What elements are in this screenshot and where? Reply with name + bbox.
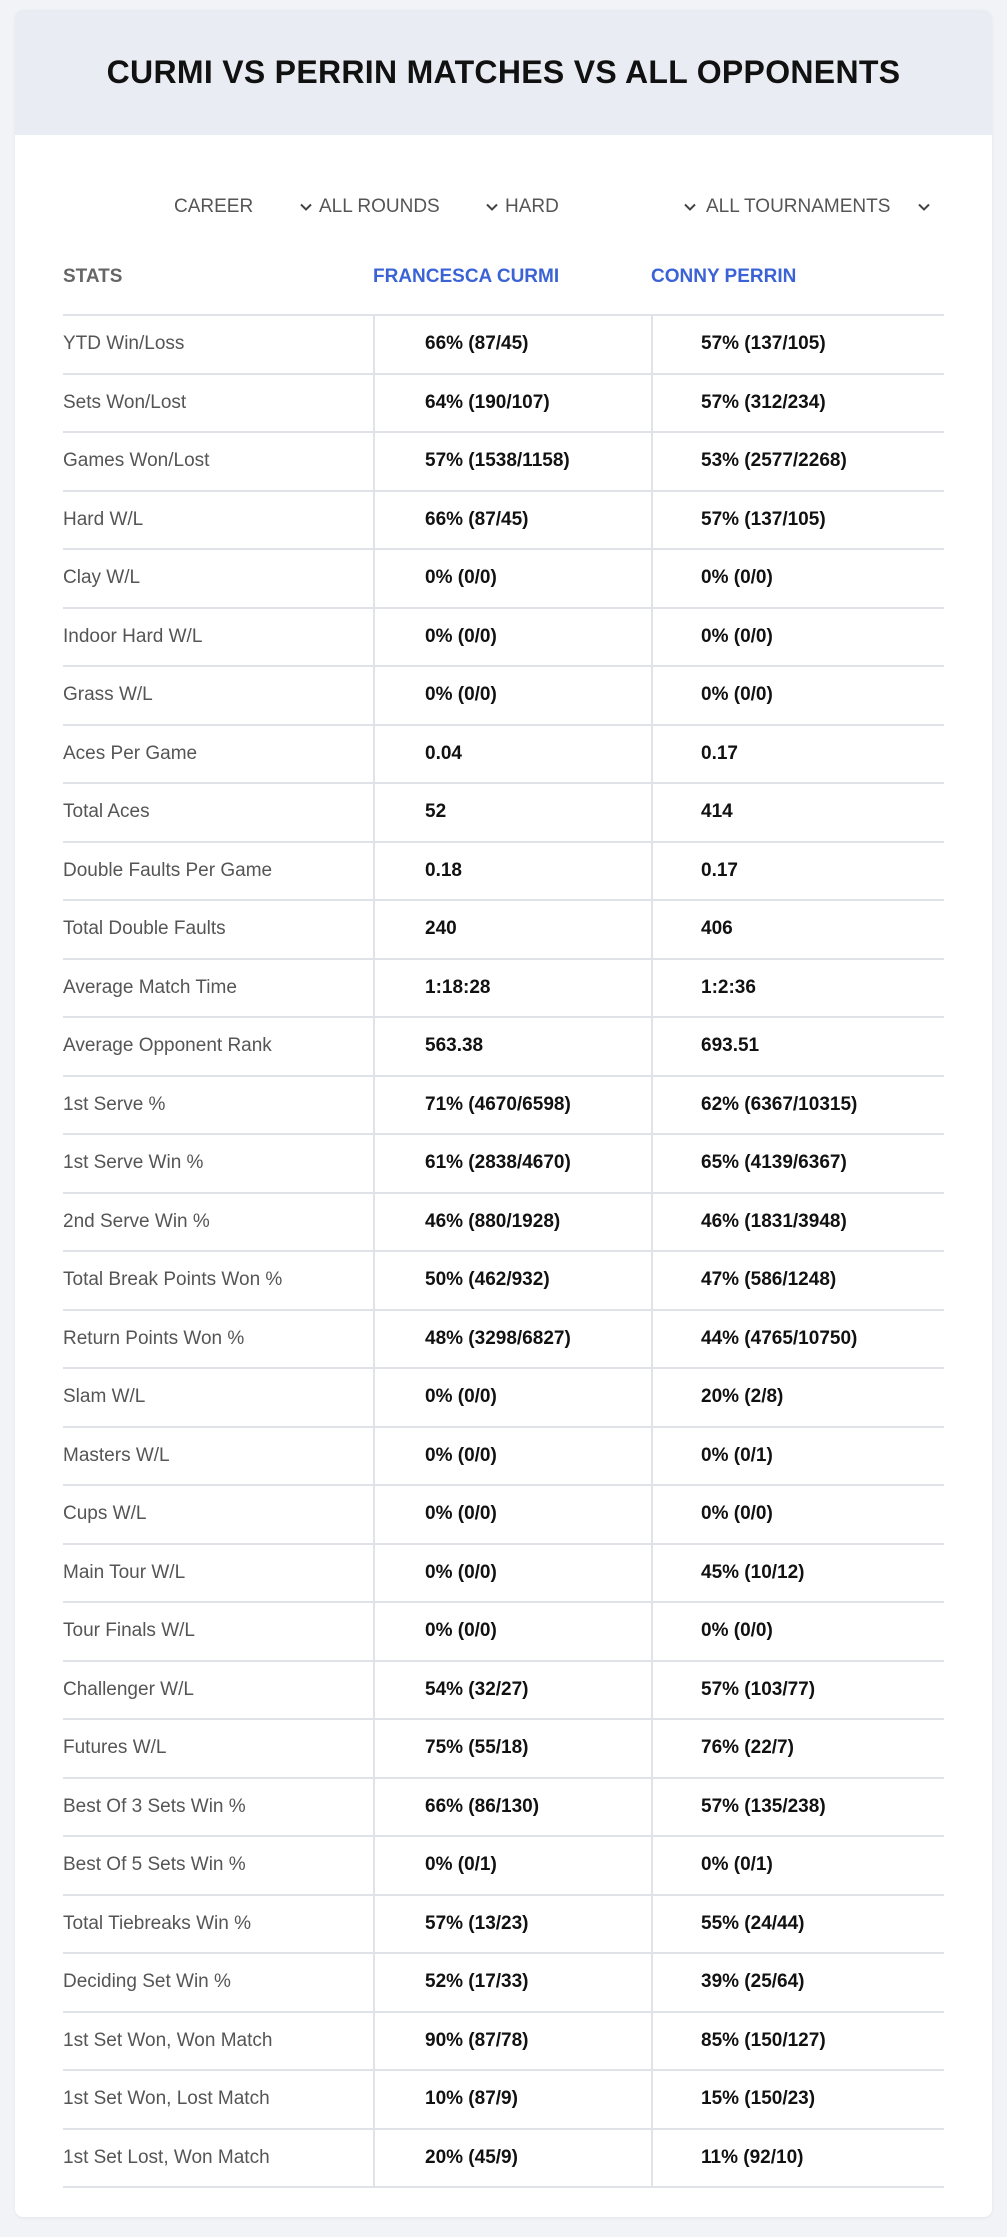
player2-value: 57% (135/238) — [651, 1779, 944, 1836]
stat-label: 1st Set Won, Lost Match — [63, 2088, 270, 2110]
player2-value: 57% (137/105) — [651, 316, 944, 373]
table-row — [63, 1720, 944, 1779]
table-row — [63, 784, 944, 843]
stat-label: Average Opponent Rank — [63, 1035, 272, 1057]
chevron-down-icon — [683, 200, 697, 214]
stat-label: Futures W/L — [63, 1737, 167, 1759]
player1-value: 10% (87/9) — [373, 2071, 651, 2128]
stat-label: 1st Set Won, Won Match — [63, 2029, 273, 2051]
player2-value: 0% (0/0) — [651, 550, 944, 607]
stat-label: Return Points Won % — [63, 1327, 245, 1349]
period-select-value: CAREER — [174, 196, 254, 217]
player2-value: 53% (2577/2268) — [651, 433, 944, 490]
player2-value: 44% (4765/10750) — [651, 1311, 944, 1368]
player1-value: 66% (87/45) — [373, 316, 651, 373]
table-row — [63, 1018, 944, 1077]
rounds-select[interactable] — [315, 186, 503, 228]
player1-value: 61% (2838/4670) — [373, 1135, 651, 1192]
player2-value: 57% (312/234) — [651, 375, 944, 432]
player2-value: 57% (103/77) — [651, 1662, 944, 1719]
table-row — [63, 1194, 944, 1253]
stat-label: Games Won/Lost — [63, 450, 210, 472]
stat-label: Best Of 5 Sets Win % — [63, 1854, 246, 1876]
stat-label: Indoor Hard W/L — [63, 625, 203, 647]
chevron-down-icon — [299, 200, 313, 214]
player1-value: 52% (17/33) — [373, 1954, 651, 2011]
player2-value: 76% (22/7) — [651, 1720, 944, 1777]
table-row — [63, 550, 944, 609]
player1-value: 66% (87/45) — [373, 492, 651, 549]
stat-label: Total Double Faults — [63, 918, 226, 940]
table-row — [63, 726, 944, 785]
player1-value: 48% (3298/6827) — [373, 1311, 651, 1368]
stat-label: 1st Set Lost, Won Match — [63, 2146, 270, 2168]
stat-label: Best Of 3 Sets Win % — [63, 1795, 246, 1817]
player2-value: 39% (25/64) — [651, 1954, 944, 2011]
player1-column-header[interactable]: FRANCESCA CURMI — [373, 266, 560, 287]
player1-value: 66% (86/130) — [373, 1779, 651, 1836]
player2-value: 45% (10/12) — [651, 1545, 944, 1602]
player1-value: 0% (0/0) — [373, 1486, 651, 1543]
table-row — [63, 316, 944, 375]
surface-select-value: HARD — [505, 196, 559, 217]
tournaments-select-value: ALL TOURNAMENTS — [706, 196, 891, 217]
stat-label: Hard W/L — [63, 508, 144, 530]
player2-value: 0% (0/0) — [651, 667, 944, 724]
table-row — [63, 1486, 944, 1545]
player2-value: 1:2:36 — [651, 960, 944, 1017]
player2-value: 0% (0/0) — [651, 609, 944, 666]
player2-value: 0% (0/1) — [651, 1428, 944, 1485]
player1-value: 50% (462/932) — [373, 1252, 651, 1309]
stat-label: Total Aces — [63, 801, 150, 823]
stat-label: Double Faults Per Game — [63, 859, 273, 881]
table-row — [63, 1896, 944, 1955]
player2-value: 65% (4139/6367) — [651, 1135, 944, 1192]
player2-value: 414 — [651, 784, 944, 841]
table-header — [63, 238, 944, 316]
player2-value: 0.17 — [651, 726, 944, 783]
table-row — [63, 1311, 944, 1370]
player1-value: 0% (0/0) — [373, 1369, 651, 1426]
player2-value: 406 — [651, 901, 944, 958]
stats-card — [15, 10, 992, 2217]
rounds-select-value: ALL ROUNDS — [319, 196, 440, 217]
stat-label: YTD Win/Loss — [63, 333, 185, 355]
stat-label: Masters W/L — [63, 1444, 170, 1466]
table-row — [63, 1077, 944, 1136]
player1-value: 0% (0/1) — [373, 1837, 651, 1894]
stats-table — [63, 238, 944, 2188]
table-row — [63, 1954, 944, 2013]
player1-value: 64% (190/107) — [373, 375, 651, 432]
player2-value: 0.17 — [651, 843, 944, 900]
player2-value: 62% (6367/10315) — [651, 1077, 944, 1134]
player1-value: 0% (0/0) — [373, 1545, 651, 1602]
surface-select[interactable] — [501, 186, 701, 228]
table-row — [63, 1779, 944, 1838]
player2-value: 0% (0/1) — [651, 1837, 944, 1894]
player1-value: 563.38 — [373, 1018, 651, 1075]
page-title: CURMI VS PERRIN MATCHES VS ALL OPPONENTS — [106, 54, 901, 90]
player1-value: 1:18:28 — [373, 960, 651, 1017]
player2-value: 20% (2/8) — [651, 1369, 944, 1426]
player2-value: 0% (0/0) — [651, 1603, 944, 1660]
player2-value: 46% (1831/3948) — [651, 1194, 944, 1251]
table-row — [63, 1837, 944, 1896]
table-row — [63, 492, 944, 551]
player2-value: 85% (150/127) — [651, 2013, 944, 2070]
tournaments-select[interactable] — [702, 186, 935, 228]
stat-label: Challenger W/L — [63, 1678, 194, 1700]
stat-label: Cups W/L — [63, 1503, 147, 1525]
stat-label: Total Break Points Won % — [63, 1269, 283, 1291]
table-row — [63, 2071, 944, 2130]
stat-label: 1st Serve Win % — [63, 1152, 204, 1174]
player2-value: 47% (586/1248) — [651, 1252, 944, 1309]
chevron-down-icon — [917, 200, 931, 214]
player2-value: 55% (24/44) — [651, 1896, 944, 1953]
filter-bar — [15, 186, 992, 228]
player1-value: 46% (880/1928) — [373, 1194, 651, 1251]
stat-label: Average Match Time — [63, 976, 237, 998]
player2-value: 693.51 — [651, 1018, 944, 1075]
table-row — [63, 1662, 944, 1721]
chevron-down-icon — [485, 200, 499, 214]
stat-label: Aces Per Game — [63, 742, 198, 764]
player1-value: 75% (55/18) — [373, 1720, 651, 1777]
player1-value: 0% (0/0) — [373, 1428, 651, 1485]
player1-value: 0% (0/0) — [373, 550, 651, 607]
player1-value: 240 — [373, 901, 651, 958]
player1-value: 0% (0/0) — [373, 609, 651, 666]
player1-value: 90% (87/78) — [373, 2013, 651, 2070]
table-row — [63, 609, 944, 668]
player1-value: 0% (0/0) — [373, 1603, 651, 1660]
table-row — [63, 960, 944, 1019]
stats-column-header: STATS — [63, 266, 123, 287]
stat-label: Total Tiebreaks Win % — [63, 1912, 251, 1934]
stat-label: Deciding Set Win % — [63, 1971, 231, 1993]
stat-label: 1st Serve % — [63, 1093, 166, 1115]
player1-value: 0.04 — [373, 726, 651, 783]
player2-column-header[interactable]: CONNY PERRIN — [651, 266, 797, 287]
table-row — [63, 433, 944, 492]
table-row — [63, 1252, 944, 1311]
stat-label: Sets Won/Lost — [63, 391, 187, 413]
table-row — [63, 1428, 944, 1487]
table-row — [63, 1545, 944, 1604]
player1-value: 0.18 — [373, 843, 651, 900]
player2-value: 11% (92/10) — [651, 2130, 944, 2187]
player1-value: 20% (45/9) — [373, 2130, 651, 2187]
player1-value: 52 — [373, 784, 651, 841]
table-row — [63, 1369, 944, 1428]
player1-value: 71% (4670/6598) — [373, 1077, 651, 1134]
table-row — [63, 843, 944, 902]
stat-label: Clay W/L — [63, 567, 141, 589]
player1-value: 57% (1538/1158) — [373, 433, 651, 490]
stat-label: Main Tour W/L — [63, 1561, 186, 1583]
table-row — [63, 901, 944, 960]
table-body — [63, 316, 944, 2188]
table-row — [63, 667, 944, 726]
table-row — [63, 375, 944, 434]
player2-value: 0% (0/0) — [651, 1486, 944, 1543]
stat-label: Grass W/L — [63, 684, 153, 706]
table-row — [63, 2013, 944, 2072]
player2-value: 15% (150/23) — [651, 2071, 944, 2128]
period-select[interactable] — [170, 186, 317, 228]
table-row — [63, 2130, 944, 2189]
player1-value: 0% (0/0) — [373, 667, 651, 724]
page-header — [15, 10, 992, 135]
player2-value: 57% (137/105) — [651, 492, 944, 549]
stat-label: Tour Finals W/L — [63, 1620, 195, 1642]
player1-value: 54% (32/27) — [373, 1662, 651, 1719]
stat-label: 2nd Serve Win % — [63, 1210, 210, 1232]
player1-value: 57% (13/23) — [373, 1896, 651, 1953]
stat-label: Slam W/L — [63, 1386, 146, 1408]
table-row — [63, 1603, 944, 1662]
table-row — [63, 1135, 944, 1194]
